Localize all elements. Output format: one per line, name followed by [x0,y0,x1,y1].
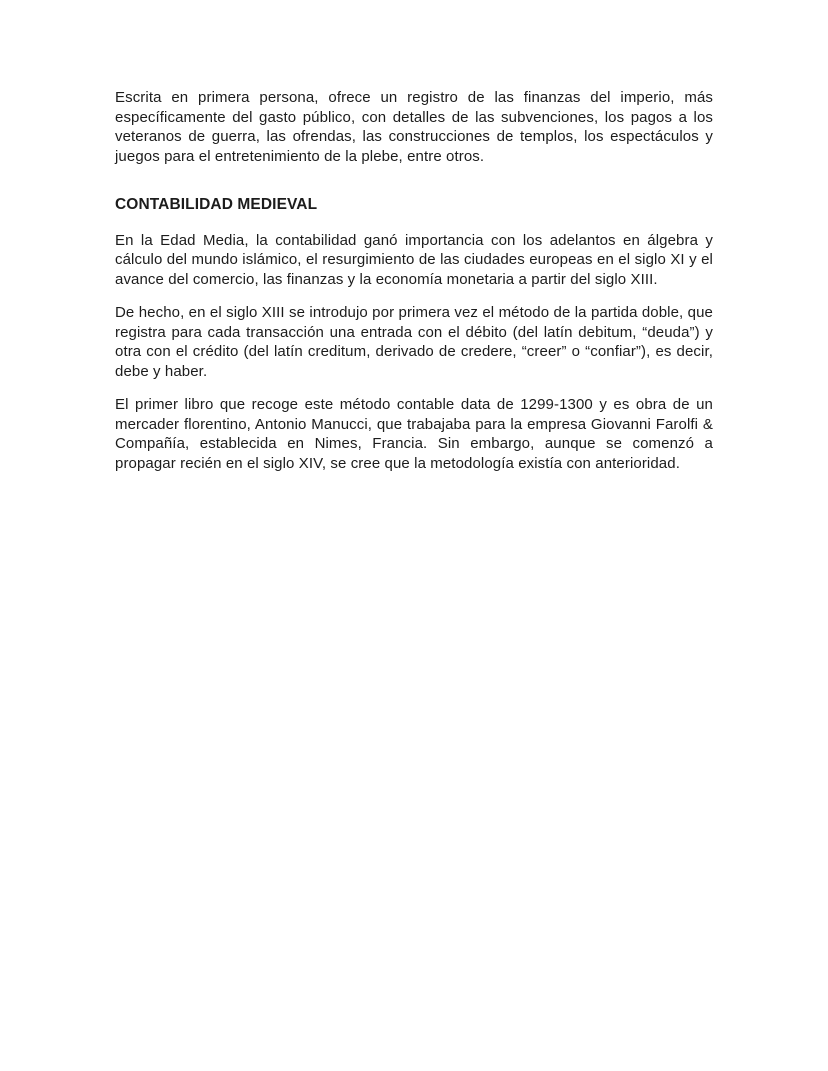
body-paragraph-3: El primer libro que recoge este método contable data de 1299-1300 y es obra de un mercader florentino, Antonio Manucci, que trabajaba para la empresa Giovanni Farolfi & Compañía, establecida en Nimes, Francia. Sin embargo, aunque se comenzó a propagar recién en el siglo XIV, se cree que la metodología existía con anterioridad. [115,396,713,472]
body-paragraph-1: En la Edad Media, la contabilidad ganó importancia con los adelantos en álgebra y cálculo del mundo islámico, el resurgimiento de las ciudades europeas en el siglo XI y el avance del comercio, las finanzas y la economía monetaria a partir del siglo XIII. [115,231,713,288]
intro-paragraph: Escrita en primera persona, ofrece un registro de las finanzas del imperio, más específicamente del gasto público, con detalles de las subvenciones, los pagos a los veteranos de guerra, las ofrendas, las construcciones de templos, los espectáculos y juegos para el entretenimiento de la plebe, entre otros. [115,89,713,165]
document-text-column [115,88,713,487]
section-heading-contabilidad-medieval: CONTABILIDAD MEDIEVAL [115,196,318,213]
body-paragraph-2: De hecho, en el siglo XIII se introdujo por primera vez el método de la partida doble, que registra para cada transacción una entrada con el débito (del latín debitum, “deuda”) y otra con el crédito (del latín creditum, derivado de credere, “creer” o “confiar”), es decir, debe y haber. [115,304,713,380]
